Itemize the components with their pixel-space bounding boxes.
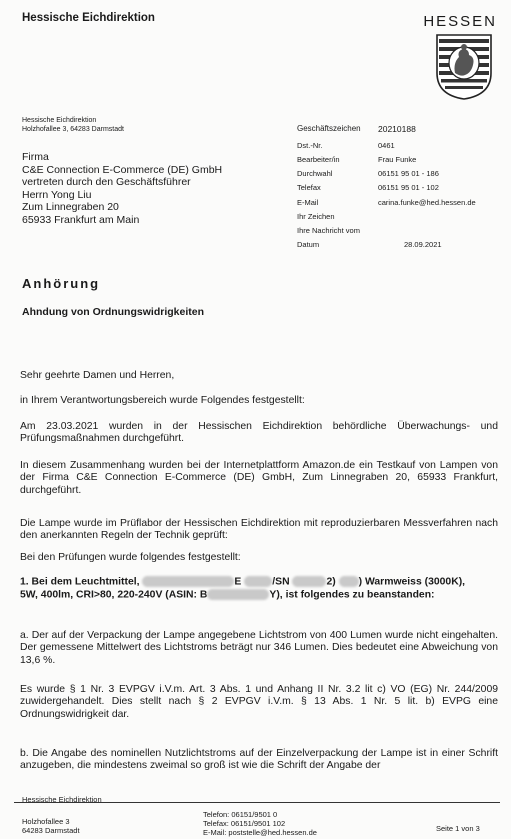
paragraph-finding-b: b. Die Angabe des nominellen Nutzlichtstroms auf der Einzelverpackung der Lampe ist in einer Schrift anzugeben, die mindestens zweimal so groß ist wie die Schrift der Angabe der (20, 748, 498, 772)
redaction-3 (292, 576, 326, 587)
meta-label-date: Datum (297, 240, 320, 249)
paragraph-test-purchase: In diesem Zusammenhang wurden bei der Internetplattform Amazon.de ein Testkauf von Lampen von der Firma C&E Connection E-Commerce (DE) GmbH, Zum Linnegraben 20, 65933 Frankfurt, durchgeführt. (20, 460, 498, 496)
finding-1 (20, 576, 498, 601)
footer-agency: Hessische Eichdirektion (22, 795, 102, 804)
meta-label-your-ref: Ihr Zeichen (297, 212, 335, 221)
redaction-4 (339, 576, 359, 587)
sender-line (22, 117, 124, 134)
paragraph-findings-intro: Bei den Prüfungen wurde folgendes festgestellt: (20, 552, 241, 563)
meta-label-reference: Geschäftszeichen (297, 124, 361, 133)
meta-label-office: Dst.-Nr. (297, 141, 323, 150)
finding-1-part-6: 5W, 400lm, CRI>80, 220-240V (ASIN: B (20, 588, 208, 600)
redaction-5 (207, 589, 269, 600)
meta-value-date: 28.09.2021 (404, 240, 442, 249)
recipient-line-2: C&E Connection E-Commerce (DE) GmbH (22, 163, 223, 176)
sender-line-2: Holzhofallee 3, 64283 Darmstadt (22, 125, 124, 133)
recipient-line-1: Firma (22, 151, 49, 163)
recipient-line-5: Zum Linnegraben 20 (22, 201, 119, 213)
meta-value-email: carina.funke@hed.hessen.de (378, 198, 476, 207)
hessen-crest-icon (435, 33, 493, 101)
agency-name: Hessische Eichdirektion (22, 12, 155, 24)
footer-phone: Telefon: 06151/9501 0 (203, 810, 278, 819)
page-number: Seite 1 von 3 (436, 824, 480, 833)
letter-subheading: Ahndung von Ordnungswidrigkeiten (22, 306, 204, 318)
footer-fax: Telefax: 06151/9501 102 (203, 819, 286, 828)
finding-1-part-7: Y), ist folgendes zu beanstanden: (269, 588, 435, 600)
footer-contact (203, 810, 317, 837)
paragraph-legal-basis: Es wurde § 1 Nr. 3 EVPGV i.V.m. Art. 3 Abs. 1 und Anhang II Nr. 3.2 lit c) VO (EG) Nr. 244/2009 zuwidergehandelt. Dies stellt nach § 2 EVPGV i.V.m. § 13 Abs. 1 Nr. 5 lit. b) EVPG eine Ordnungswidrigkeit dar. (20, 684, 498, 720)
redaction-1 (142, 576, 234, 587)
footer-email: E-Mail: poststelle@hed.hessen.de (203, 828, 317, 837)
finding-1-part-5: ) Warmweiss (3000K), (358, 576, 466, 588)
meta-value-fax: 06151 95 01 - 102 (378, 183, 439, 192)
meta-value-office: 0461 (378, 141, 395, 150)
state-name: HESSEN (423, 13, 497, 30)
footer-street: Holzhofallee 3 (22, 817, 70, 826)
paragraph-inspection: Am 23.03.2021 wurden in der Hessischen Eichdirektion behördliche Überwachungs- und Prüfungsmaßnahmen durchgeführt. (20, 421, 498, 445)
meta-label-your-message: Ihre Nachricht vom (297, 226, 360, 235)
meta-value-reference: 20210188 (378, 124, 416, 134)
finding-1-part-1: 1. Bei dem Leuchtmittel, (20, 576, 140, 588)
finding-1-part-2: E (234, 576, 242, 588)
meta-label-email: E-Mail (297, 198, 319, 207)
salutation: Sehr geehrte Damen und Herren, (20, 370, 175, 381)
redaction-2 (244, 576, 272, 587)
footer-address (22, 817, 80, 835)
paragraph-lab-test: Die Lampe wurde im Prüflabor der Hessischen Eichdirektion mit reproduzierbaren Messverfahren nach den anerkannten Regeln der Technik geprüft: (20, 518, 498, 542)
recipient-line-3: vertreten durch den Geschäftsführer (22, 176, 191, 188)
meta-label-direct-dial: Durchwahl (297, 169, 333, 178)
sender-line-1: Hessische Eichdirektion (22, 117, 97, 124)
footer-city: 64283 Darmstadt (22, 826, 80, 835)
finding-1-part-4: 2) (326, 576, 336, 588)
meta-label-clerk: Bearbeiter/in (297, 155, 340, 164)
meta-value-clerk: Frau Funke (378, 155, 417, 164)
letter-heading: Anhörung (22, 276, 101, 291)
meta-label-fax: Telefax (297, 183, 321, 192)
recipient-line-4: Herrn Yong Liu (22, 188, 92, 201)
recipient-address (22, 151, 222, 226)
meta-value-direct-dial: 06151 95 01 - 186 (378, 169, 439, 178)
paragraph-finding-a: a. Der auf der Verpackung der Lampe angegebene Lichtstrom von 400 Lumen wurde nicht eingehalten. Der gemessene Mittelwert des Lichtstroms beträgt nur 346 Lumen. Dies bedeutet eine Abweichung von 13,6 %. (20, 630, 498, 666)
paragraph-intro: in Ihrem Verantwortungsbereich wurde Folgendes festgestellt: (20, 395, 305, 406)
finding-1-part-3: /SN (272, 576, 290, 588)
recipient-line-6: 65933 Frankfurt am Main (22, 213, 140, 226)
